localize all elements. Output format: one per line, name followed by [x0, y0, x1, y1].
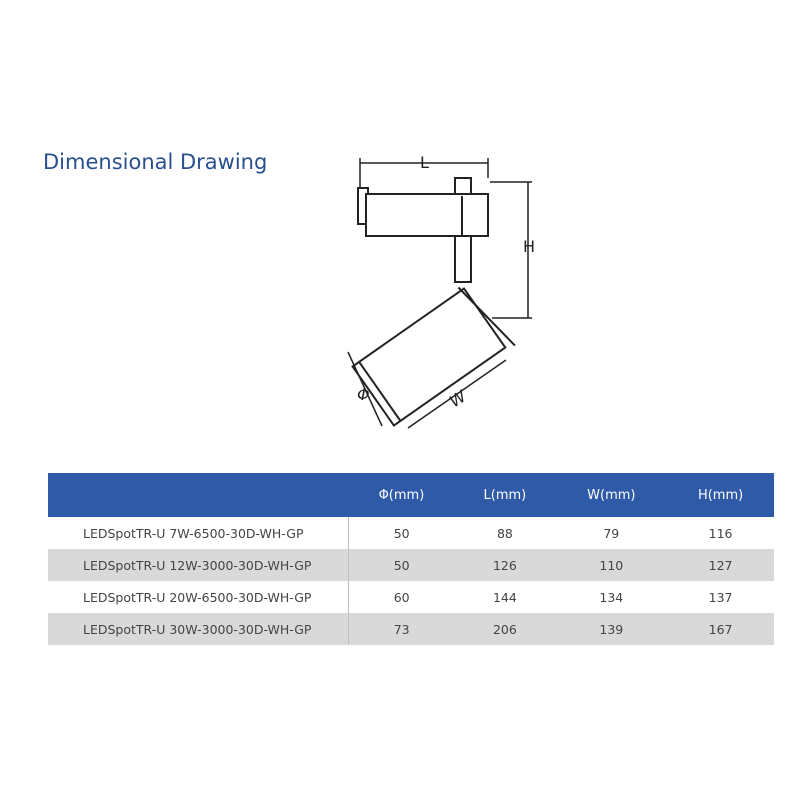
- table-row: [48, 517, 774, 549]
- header-phi: Φ(mm): [348, 473, 455, 517]
- cell-w: 139: [555, 613, 668, 645]
- cell-h: 116: [708, 525, 733, 541]
- spotlight-dimension-drawing: [330, 150, 590, 440]
- cell-model: LEDSpotTR-U 20W-6500-30D-WH-GP: [48, 581, 348, 613]
- cell-phi: 60: [393, 589, 410, 605]
- diameter-label: Φ: [357, 385, 370, 404]
- dimension-table: [48, 473, 774, 645]
- stem: [455, 236, 471, 282]
- cell-model: LEDSpotTR-U 7W-6500-30D-WH-GP: [48, 517, 348, 549]
- height-label: H: [523, 237, 536, 256]
- table-row: [48, 613, 774, 645]
- cell-w: 110: [555, 549, 668, 581]
- table-row: [48, 581, 774, 613]
- track-adapter: [358, 178, 488, 236]
- cell-phi: 73: [348, 613, 455, 645]
- page-title: Dimensional Drawing: [43, 150, 268, 174]
- table-header-row: [48, 473, 774, 517]
- header-l: L(mm): [455, 473, 555, 517]
- cell-l: 206: [455, 613, 555, 645]
- cell-w: 79: [603, 525, 620, 541]
- length-label: L: [420, 153, 429, 172]
- cell-w: 134: [599, 589, 624, 605]
- cell-l: 126: [455, 549, 555, 581]
- header-h: H(mm): [668, 473, 774, 517]
- header-model: [48, 473, 348, 517]
- cell-l: 144: [492, 589, 517, 605]
- cell-model: LEDSpotTR-U 30W-3000-30D-WH-GP: [48, 613, 348, 645]
- width-label: W: [445, 386, 470, 412]
- cell-phi: 50: [393, 525, 410, 541]
- table-row: [48, 549, 774, 581]
- header-w: W(mm): [555, 473, 668, 517]
- cell-h: 167: [668, 613, 774, 645]
- lamp-head: [350, 280, 515, 429]
- cell-h: 127: [668, 549, 774, 581]
- cell-l: 88: [496, 525, 513, 541]
- cell-phi: 50: [348, 549, 455, 581]
- cell-h: 137: [708, 589, 733, 605]
- cell-model: LEDSpotTR-U 12W-3000-30D-WH-GP: [48, 549, 348, 581]
